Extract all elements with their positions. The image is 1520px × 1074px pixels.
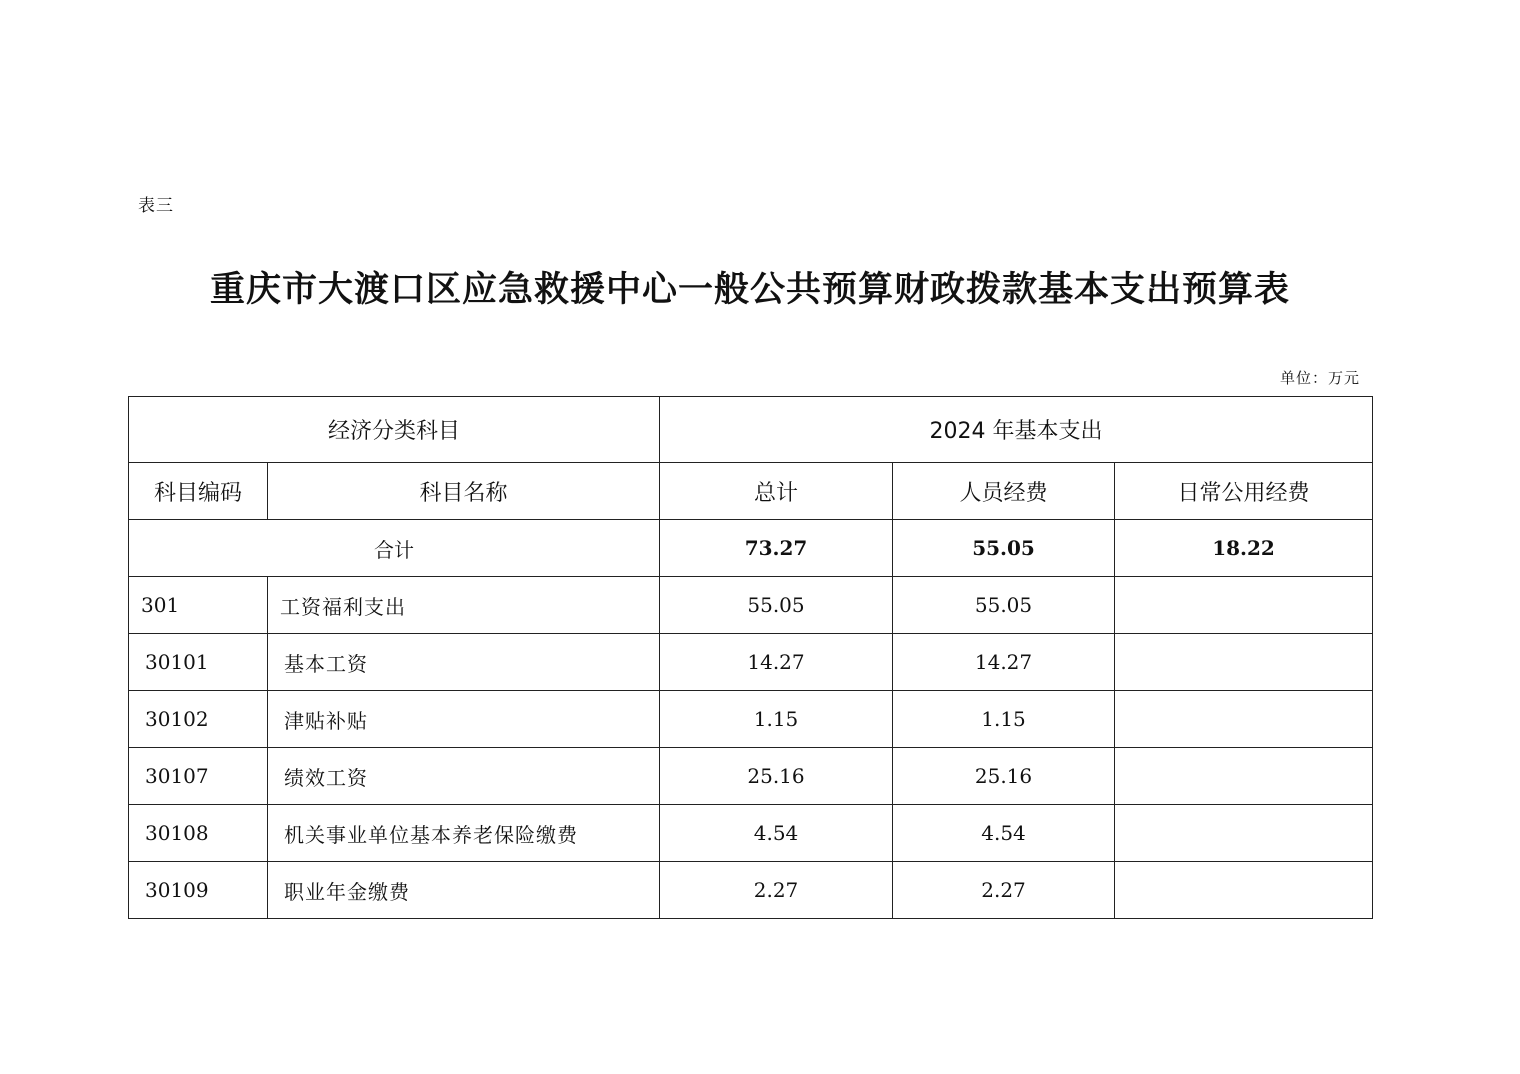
document-title: 重庆市大渡口区应急救援中心一般公共预算财政拨款基本支出预算表 (209, 269, 1290, 310)
row-name: 绩效工资 (268, 748, 660, 805)
group-header-row (129, 397, 1373, 463)
row-total: 25.16 (660, 748, 893, 805)
row-public (1115, 634, 1373, 691)
row-personnel: 25.16 (893, 748, 1115, 805)
row-personnel: 55.05 (893, 577, 1115, 634)
row-name: 基本工资 (268, 634, 660, 691)
header-classification: 经济分类科目 (129, 397, 660, 463)
row-name: 机关事业单位基本养老保险缴费 (268, 805, 660, 862)
row-name: 工资福利支出 (268, 577, 660, 634)
row-total: 1.15 (660, 691, 893, 748)
table-row (129, 577, 1373, 634)
row-public (1115, 862, 1373, 919)
row-code: 30101 (129, 634, 268, 691)
header-personnel: 人员经费 (893, 463, 1115, 520)
row-code: 30109 (129, 862, 268, 919)
row-total: 55.05 (660, 577, 893, 634)
table-row (129, 748, 1373, 805)
table-row (129, 691, 1373, 748)
table-row (129, 634, 1373, 691)
table-row (129, 862, 1373, 919)
row-code: 30108 (129, 805, 268, 862)
summary-label: 合计 (129, 520, 660, 577)
row-public (1115, 691, 1373, 748)
row-personnel: 1.15 (893, 691, 1115, 748)
row-code: 301 (129, 577, 268, 634)
unit-label: 单位：万元 (1279, 369, 1360, 387)
row-total: 4.54 (660, 805, 893, 862)
column-header-row (129, 463, 1373, 520)
summary-total: 73.27 (660, 520, 893, 577)
row-public (1115, 748, 1373, 805)
row-total: 14.27 (660, 634, 893, 691)
row-name: 津贴补贴 (268, 691, 660, 748)
header-code: 科目编码 (129, 463, 268, 520)
row-personnel: 2.27 (893, 862, 1115, 919)
row-public (1115, 805, 1373, 862)
header-public: 日常公用经费 (1115, 463, 1373, 520)
row-personnel: 14.27 (893, 634, 1115, 691)
header-name: 科目名称 (268, 463, 660, 520)
summary-personnel: 55.05 (893, 520, 1115, 577)
row-name: 职业年金缴费 (268, 862, 660, 919)
summary-public: 18.22 (1115, 520, 1373, 577)
header-budget-year: 2024 年基本支出 (660, 397, 1373, 463)
row-code: 30102 (129, 691, 268, 748)
row-personnel: 4.54 (893, 805, 1115, 862)
header-total: 总计 (660, 463, 893, 520)
row-public (1115, 577, 1373, 634)
summary-row (129, 520, 1373, 577)
table-label: 表三 (138, 196, 174, 216)
table-row (129, 805, 1373, 862)
budget-table (128, 396, 1373, 919)
row-total: 2.27 (660, 862, 893, 919)
row-code: 30107 (129, 748, 268, 805)
